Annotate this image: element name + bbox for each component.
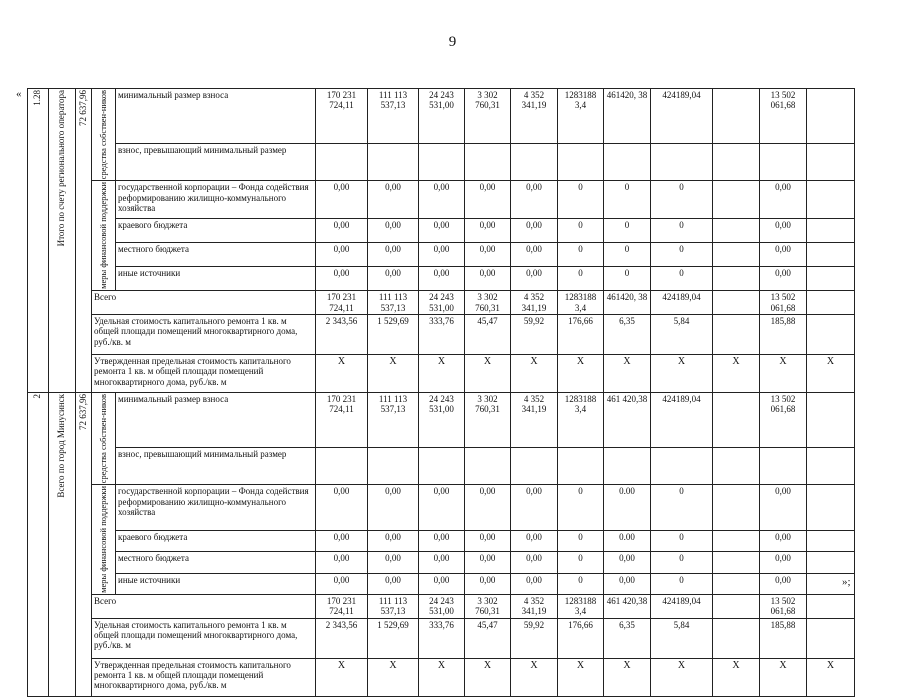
empty-cell xyxy=(807,447,855,485)
x-cell: X xyxy=(807,658,855,696)
value-cell: 333,76 xyxy=(419,314,465,354)
value-cell xyxy=(760,143,807,181)
table-row xyxy=(28,218,855,242)
section-total-area xyxy=(76,392,92,696)
table-row xyxy=(28,266,855,290)
value-cell: 0 xyxy=(558,266,604,290)
value-cell xyxy=(713,530,760,551)
empty-cell xyxy=(807,242,855,266)
value-cell: 0,00 xyxy=(368,485,419,531)
value-cell: 0,00 xyxy=(316,485,368,531)
empty-cell xyxy=(807,552,855,573)
value-cell: 59,92 xyxy=(511,618,558,658)
value-cell: 4 352 341,19 xyxy=(511,595,558,619)
value-cell: 0 xyxy=(651,181,713,218)
empty-cell xyxy=(807,314,855,354)
x-cell: X xyxy=(511,658,558,696)
table-row xyxy=(28,447,855,485)
value-cell: 0,00 xyxy=(316,530,368,551)
value-cell: 424189,04 xyxy=(651,392,713,447)
value-cell: 0,00 xyxy=(419,218,465,242)
value-cell: 1 529,69 xyxy=(368,618,419,658)
row-label: минимальный размер взноса xyxy=(116,89,316,144)
value-cell: 0 xyxy=(651,552,713,573)
value-cell: 24 243 531,00 xyxy=(419,595,465,619)
table-row xyxy=(28,242,855,266)
value-cell xyxy=(713,242,760,266)
x-cell: X xyxy=(368,354,419,392)
x-cell: X xyxy=(604,354,651,392)
row-label: Удельная стоимость капитального ремонта 1 кв. м общей площади помещений многоквартирного дома, руб./кв. м xyxy=(92,618,316,658)
value-cell: 0,00 xyxy=(511,181,558,218)
value-cell xyxy=(511,143,558,181)
value-cell: 0,00 xyxy=(760,530,807,551)
value-cell: 0,00 xyxy=(465,218,511,242)
row-label: взнос, превышающий минимальный размер xyxy=(116,143,316,181)
x-cell: X xyxy=(713,658,760,696)
value-cell: 24 243 531,00 xyxy=(419,89,465,144)
value-cell: 0,00 xyxy=(316,218,368,242)
value-cell: 170 231 724,11 xyxy=(316,392,368,447)
value-cell: 0,00 xyxy=(368,573,419,594)
value-cell xyxy=(316,143,368,181)
value-cell xyxy=(713,552,760,573)
value-cell: 176,66 xyxy=(558,314,604,354)
table-row xyxy=(28,485,855,531)
value-cell: 0,00 xyxy=(760,485,807,531)
x-cell: X xyxy=(316,658,368,696)
value-cell xyxy=(465,447,511,485)
value-cell: 0,00 xyxy=(511,485,558,531)
value-cell: 461 420,38 xyxy=(604,595,651,619)
value-cell: 4 352 341,19 xyxy=(511,291,558,315)
x-cell: X xyxy=(558,354,604,392)
value-cell: 13 502 061,68 xyxy=(760,291,807,315)
value-cell xyxy=(316,447,368,485)
value-cell: 0,00 xyxy=(760,552,807,573)
value-cell: 2 343,56 xyxy=(316,314,368,354)
group-financial-support-text: меры финансовой поддержки xyxy=(98,486,109,593)
empty-cell xyxy=(807,181,855,218)
value-cell: 3 302 760,31 xyxy=(465,595,511,619)
table-row xyxy=(28,573,855,594)
value-cell xyxy=(558,447,604,485)
value-cell xyxy=(713,314,760,354)
value-cell: 461 420,38 xyxy=(604,392,651,447)
closing-quote: »; xyxy=(842,576,851,588)
value-cell xyxy=(713,595,760,619)
group-owners-funds-text: средства собствен-ников xyxy=(98,90,109,180)
value-cell: 1283188 3,4 xyxy=(558,392,604,447)
x-cell: X xyxy=(465,354,511,392)
value-cell: 0,00 xyxy=(465,181,511,218)
value-cell: 0,00 xyxy=(604,573,651,594)
value-cell: 0,00 xyxy=(465,266,511,290)
value-cell: 424189,04 xyxy=(651,291,713,315)
value-cell: 185,88 xyxy=(760,314,807,354)
value-cell xyxy=(558,143,604,181)
empty-cell xyxy=(807,485,855,531)
value-cell: 0 xyxy=(651,573,713,594)
value-cell: 0,00 xyxy=(511,552,558,573)
table-row xyxy=(28,392,855,447)
section-number-text: 2 xyxy=(32,393,43,399)
value-cell: 333,76 xyxy=(419,618,465,658)
value-cell: 0 xyxy=(651,266,713,290)
section-number-text: 1.28 xyxy=(32,90,43,106)
value-cell: 0 xyxy=(558,552,604,573)
value-cell xyxy=(713,266,760,290)
value-cell xyxy=(713,618,760,658)
section-number xyxy=(28,89,49,393)
section-name-text: Итого по счету регионального оператора xyxy=(56,90,67,247)
empty-cell xyxy=(807,218,855,242)
row-label: Всего xyxy=(92,595,316,619)
value-cell: 0 xyxy=(604,242,651,266)
value-cell: 0,00 xyxy=(511,573,558,594)
group-owners-funds-text: средства собствен-ников xyxy=(98,393,109,484)
value-cell xyxy=(713,291,760,315)
value-cell xyxy=(713,447,760,485)
value-cell xyxy=(713,181,760,218)
value-cell: 111 113 537,13 xyxy=(368,595,419,619)
empty-cell xyxy=(807,573,855,594)
value-cell xyxy=(419,447,465,485)
value-cell: 0,00 xyxy=(368,218,419,242)
section-total-area xyxy=(76,89,92,393)
value-cell xyxy=(713,573,760,594)
value-cell: 461420, 38 xyxy=(604,291,651,315)
section-name-text: Всего по город Минусинск xyxy=(56,393,67,498)
value-cell: 0,00 xyxy=(511,266,558,290)
value-cell: 0,00 xyxy=(419,573,465,594)
value-cell xyxy=(713,218,760,242)
value-cell: 461420, 38 xyxy=(604,89,651,144)
value-cell xyxy=(511,447,558,485)
section-total-area-text: 72 637,96 xyxy=(77,393,88,430)
value-cell: 0,00 xyxy=(368,266,419,290)
value-cell: 0,00 xyxy=(368,552,419,573)
value-cell: 0,00 xyxy=(465,485,511,531)
table-row xyxy=(28,181,855,218)
empty-cell xyxy=(807,89,855,144)
page-number: 9 xyxy=(448,34,457,50)
row-label: минимальный размер взноса xyxy=(116,392,316,447)
value-cell: 0,00 xyxy=(760,242,807,266)
opening-quote: « xyxy=(16,88,22,100)
row-label: иные источники xyxy=(116,573,316,594)
value-cell: 4 352 341,19 xyxy=(511,392,558,447)
value-cell: 59,92 xyxy=(511,314,558,354)
value-cell xyxy=(713,143,760,181)
value-cell: 0,00 xyxy=(316,552,368,573)
x-cell: X xyxy=(604,658,651,696)
value-cell: 6,35 xyxy=(604,618,651,658)
value-cell: 0 xyxy=(651,530,713,551)
x-cell: X xyxy=(651,354,713,392)
value-cell: 0,00 xyxy=(511,218,558,242)
value-cell: 5,84 xyxy=(651,618,713,658)
table-body xyxy=(28,89,855,697)
table-row xyxy=(28,595,855,619)
value-cell: 13 502 061,68 xyxy=(760,89,807,144)
table-row xyxy=(28,530,855,551)
value-cell: 0,00 xyxy=(316,242,368,266)
value-cell: 0,00 xyxy=(465,242,511,266)
value-cell xyxy=(465,143,511,181)
row-label: Утвержденная предельная стоимость капитального ремонта 1 кв. м общей площади помещений многоквартирного дома, руб./кв. м xyxy=(92,658,316,696)
x-cell: X xyxy=(511,354,558,392)
value-cell: 170 231 724,11 xyxy=(316,291,368,315)
empty-cell xyxy=(807,392,855,447)
x-cell: X xyxy=(316,354,368,392)
value-cell xyxy=(713,485,760,531)
value-cell: 0,00 xyxy=(760,266,807,290)
value-cell: 0,00 xyxy=(465,552,511,573)
x-cell: X xyxy=(760,354,807,392)
value-cell: 185,88 xyxy=(760,618,807,658)
x-cell: X xyxy=(368,658,419,696)
table-row xyxy=(28,354,855,392)
value-cell: 4 352 341,19 xyxy=(511,89,558,144)
value-cell xyxy=(368,143,419,181)
value-cell: 0 xyxy=(558,573,604,594)
value-cell: 0,00 xyxy=(419,530,465,551)
value-cell: 3 302 760,31 xyxy=(465,291,511,315)
x-cell: X xyxy=(465,658,511,696)
row-label: краевого бюджета xyxy=(116,218,316,242)
empty-cell xyxy=(807,595,855,619)
group-financial-support xyxy=(92,485,116,595)
value-cell: 0,00 xyxy=(368,530,419,551)
value-cell: 0,00 xyxy=(368,181,419,218)
value-cell: 0,00 xyxy=(419,266,465,290)
value-cell: 5,84 xyxy=(651,314,713,354)
table-row xyxy=(28,552,855,573)
value-cell: 0 xyxy=(651,485,713,531)
value-cell: 111 113 537,13 xyxy=(368,89,419,144)
value-cell: 0,00 xyxy=(760,573,807,594)
value-cell: 0 xyxy=(604,181,651,218)
row-label: Удельная стоимость капитального ремонта 1 кв. м общей площади помещений многоквартирного дома, руб./кв. м xyxy=(92,314,316,354)
row-label: Всего xyxy=(92,291,316,315)
value-cell: 0,00 xyxy=(465,530,511,551)
row-label: местного бюджета xyxy=(116,552,316,573)
value-cell: 3 302 760,31 xyxy=(465,392,511,447)
capital-repair-table xyxy=(27,88,855,697)
value-cell: 111 113 537,13 xyxy=(368,392,419,447)
value-cell: 176,66 xyxy=(558,618,604,658)
value-cell: 0,00 xyxy=(419,181,465,218)
value-cell: 0 xyxy=(558,530,604,551)
x-cell: X xyxy=(713,354,760,392)
empty-cell xyxy=(807,266,855,290)
value-cell: 0.00 xyxy=(604,485,651,531)
value-cell: 0 xyxy=(651,218,713,242)
value-cell: 45,47 xyxy=(465,314,511,354)
value-cell: 24 243 531,00 xyxy=(419,291,465,315)
x-cell: X xyxy=(419,354,465,392)
group-owners-funds xyxy=(92,392,116,484)
row-label: государственной корпорации – Фонда содействия реформированию жилищно-коммунального хозяйства xyxy=(116,181,316,218)
empty-cell xyxy=(807,143,855,181)
value-cell: 0 xyxy=(604,266,651,290)
value-cell: 3 302 760,31 xyxy=(465,89,511,144)
empty-cell xyxy=(807,291,855,315)
section-total-area-text: 72 637,96 xyxy=(77,90,88,126)
value-cell: 0,00 xyxy=(511,242,558,266)
x-cell: X xyxy=(651,658,713,696)
row-label: взнос, превышающий минимальный размер xyxy=(116,447,316,485)
value-cell: 0,00 xyxy=(760,218,807,242)
value-cell: 45,47 xyxy=(465,618,511,658)
value-cell xyxy=(713,89,760,144)
value-cell: 0,00 xyxy=(419,485,465,531)
value-cell: 0,00 xyxy=(316,573,368,594)
value-cell: 0,00 xyxy=(604,552,651,573)
value-cell: 0 xyxy=(604,218,651,242)
table-row xyxy=(28,291,855,315)
row-label: краевого бюджета xyxy=(116,530,316,551)
value-cell: 0 xyxy=(558,242,604,266)
group-financial-support xyxy=(92,181,116,291)
value-cell: 0,00 xyxy=(316,266,368,290)
value-cell: 0 xyxy=(558,485,604,531)
value-cell: 1283188 3,4 xyxy=(558,89,604,144)
value-cell: 0,00 xyxy=(419,552,465,573)
section-name xyxy=(49,89,76,393)
value-cell: 2 343,56 xyxy=(316,618,368,658)
value-cell: 0,00 xyxy=(419,242,465,266)
section-number xyxy=(28,392,49,696)
value-cell: 0,00 xyxy=(368,242,419,266)
value-cell: 1283188 3,4 xyxy=(558,595,604,619)
table-row xyxy=(28,658,855,696)
group-financial-support-text: меры финансовой поддержки xyxy=(98,182,109,290)
x-cell: X xyxy=(760,658,807,696)
value-cell xyxy=(651,447,713,485)
value-cell xyxy=(604,143,651,181)
value-cell: 0 xyxy=(558,181,604,218)
value-cell: 13 502 061,68 xyxy=(760,595,807,619)
value-cell xyxy=(419,143,465,181)
value-cell: 0,00 xyxy=(511,530,558,551)
value-cell: 1 529,69 xyxy=(368,314,419,354)
value-cell xyxy=(604,447,651,485)
value-cell: 170 231 724,11 xyxy=(316,595,368,619)
value-cell: 0,00 xyxy=(316,181,368,218)
value-cell xyxy=(651,143,713,181)
value-cell: 0 xyxy=(651,242,713,266)
empty-cell xyxy=(807,530,855,551)
group-owners-funds xyxy=(92,89,116,181)
value-cell: 6,35 xyxy=(604,314,651,354)
table-row xyxy=(28,618,855,658)
row-label: государственной корпорации – Фонда содействия реформированию жилищно-коммунального хозяйства xyxy=(116,485,316,531)
value-cell: 424189,04 xyxy=(651,595,713,619)
value-cell: 1283188 3,4 xyxy=(558,291,604,315)
value-cell: 0 xyxy=(558,218,604,242)
value-cell xyxy=(760,447,807,485)
empty-cell xyxy=(807,618,855,658)
value-cell xyxy=(368,447,419,485)
x-cell: X xyxy=(558,658,604,696)
value-cell: 13 502 061,68 xyxy=(760,392,807,447)
value-cell: 24 243 531,00 xyxy=(419,392,465,447)
value-cell xyxy=(713,392,760,447)
row-label: Утвержденная предельная стоимость капитального ремонта 1 кв. м общей площади помещений многоквартирного дома, руб./кв. м xyxy=(92,354,316,392)
row-label: местного бюджета xyxy=(116,242,316,266)
value-cell: 170 231 724,11 xyxy=(316,89,368,144)
value-cell: 0.00 xyxy=(604,530,651,551)
value-cell: 0,00 xyxy=(465,573,511,594)
table-row xyxy=(28,89,855,144)
x-cell: X xyxy=(807,354,855,392)
value-cell: 424189,04 xyxy=(651,89,713,144)
table-row xyxy=(28,143,855,181)
x-cell: X xyxy=(419,658,465,696)
value-cell: 0,00 xyxy=(760,181,807,218)
value-cell: 111 113 537,13 xyxy=(368,291,419,315)
table-row xyxy=(28,314,855,354)
row-label: иные источники xyxy=(116,266,316,290)
section-name xyxy=(49,392,76,696)
